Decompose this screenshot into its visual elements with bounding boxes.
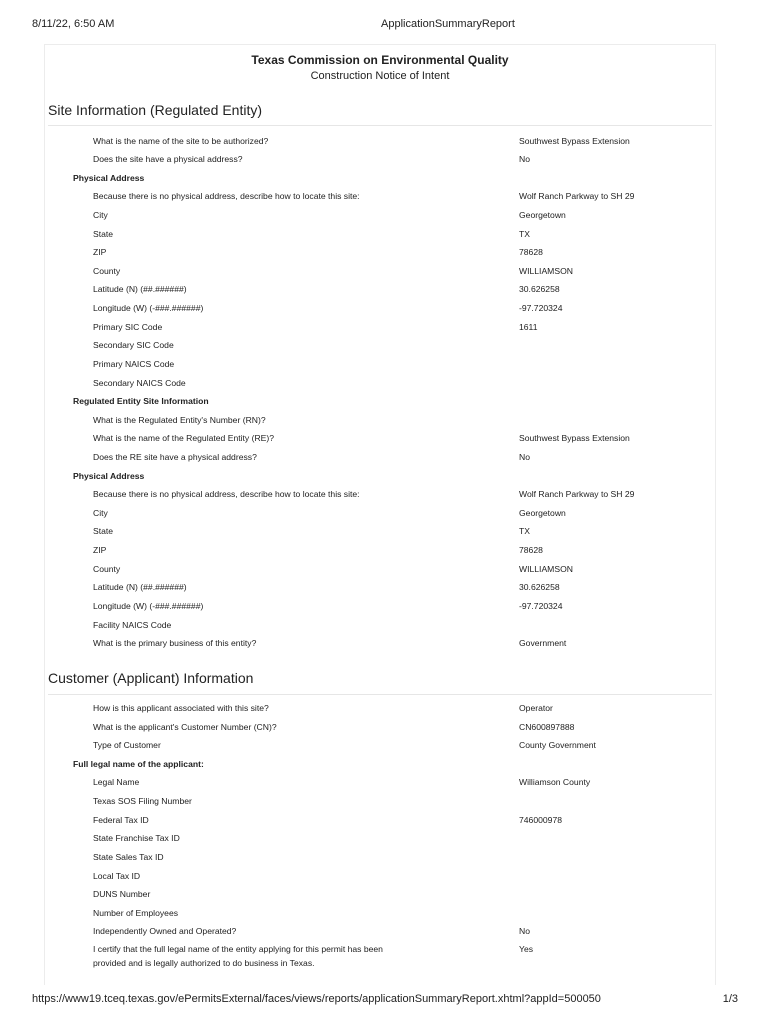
- table-row: [0, 796, 770, 812]
- question-label: Longitude (W) (-###.######): [93, 601, 204, 611]
- question-label: Secondary SIC Code: [93, 340, 174, 350]
- question-label: Secondary NAICS Code: [93, 378, 186, 388]
- table-row: [0, 415, 770, 431]
- question-label: Primary NAICS Code: [93, 359, 175, 369]
- answer-value: County Government: [519, 740, 596, 750]
- table-row: [0, 284, 770, 300]
- question-label: Facility NAICS Code: [93, 620, 172, 630]
- table-row: [0, 508, 770, 524]
- question-label: County: [93, 564, 121, 574]
- table-row: [0, 303, 770, 319]
- question-label: What is the Regulated Entity's Number (RN)?: [93, 415, 266, 425]
- answer-value: -97.720324: [519, 601, 563, 611]
- table-row: [0, 601, 770, 617]
- table-row: [0, 489, 770, 505]
- answer-value: 30.626258: [519, 284, 560, 294]
- answer-value: TX: [519, 229, 530, 239]
- answer-value: 746000978: [519, 815, 563, 825]
- question-label: Number of Employees: [93, 908, 179, 918]
- table-row: [0, 452, 770, 468]
- agency-title: Texas Commission on Environmental Quality: [251, 53, 509, 67]
- question-label: What is the primary business of this entity?: [93, 638, 257, 648]
- answer-value: Yes: [519, 944, 534, 954]
- table-row: [0, 722, 770, 738]
- table-row: [0, 210, 770, 226]
- table-row: [0, 908, 770, 924]
- question-label: Because there is no physical address, describe how to locate this site:: [93, 489, 360, 499]
- question-label: What is the applicant's Customer Number (CN)?: [93, 722, 277, 732]
- question-label: Longitude (W) (-###.######): [93, 303, 204, 313]
- table-row: [0, 926, 770, 942]
- question-label: What is the name of the site to be authorized?: [93, 136, 269, 146]
- question-label: City: [93, 210, 108, 220]
- subsection-label: Regulated Entity Site Information: [73, 396, 209, 406]
- table-row: [0, 378, 770, 394]
- answer-value: Williamson County: [519, 777, 591, 787]
- table-row: [0, 359, 770, 375]
- section-title-site: Site Information (Regulated Entity): [48, 102, 262, 118]
- question-label: State Franchise Tax ID: [93, 833, 180, 843]
- table-row: [0, 620, 770, 636]
- answer-value: Georgetown: [519, 508, 566, 518]
- answer-value: No: [519, 926, 530, 936]
- table-row: [0, 526, 770, 542]
- table-row: [0, 777, 770, 793]
- table-row: [0, 833, 770, 849]
- answer-value: 78628: [519, 545, 543, 555]
- question-label: Type of Customer: [93, 740, 161, 750]
- answer-value: Southwest Bypass Extension: [519, 433, 630, 443]
- page-number: 1/3: [722, 993, 738, 1005]
- question-line: I certify that the full legal name of the entity applying for this permit has been: [93, 944, 383, 954]
- answer-value: Wolf Ranch Parkway to SH 29: [519, 489, 635, 499]
- question-label: [93, 942, 383, 970]
- question-label: State: [93, 526, 114, 536]
- answer-value: Wolf Ranch Parkway to SH 29: [519, 191, 635, 201]
- answer-value: WILLIAMSON: [519, 564, 573, 574]
- section-divider: [48, 125, 712, 126]
- answer-value: No: [519, 154, 530, 164]
- question-label: City: [93, 508, 108, 518]
- subsection-label: Physical Address: [73, 471, 145, 481]
- table-row: [0, 229, 770, 245]
- table-row: [0, 266, 770, 282]
- table-row: [0, 247, 770, 263]
- table-row: [0, 582, 770, 598]
- answer-value: Southwest Bypass Extension: [519, 136, 630, 146]
- answer-value: 1611: [519, 322, 538, 332]
- question-label: What is the name of the Regulated Entity (RE)?: [93, 433, 275, 443]
- question-label: Because there is no physical address, describe how to locate this site:: [93, 191, 360, 201]
- section-title-customer: Customer (Applicant) Information: [48, 670, 254, 686]
- table-row: [0, 154, 770, 170]
- question-label: Legal Name: [93, 777, 140, 787]
- question-label: State: [93, 229, 114, 239]
- question-label: County: [93, 266, 121, 276]
- question-label: Latitude (N) (##.######): [93, 582, 187, 592]
- answer-value: TX: [519, 526, 530, 536]
- table-row: [0, 871, 770, 887]
- question-label: ZIP: [93, 247, 107, 257]
- table-row: [0, 433, 770, 449]
- section-divider: [48, 694, 712, 695]
- table-row: [0, 322, 770, 338]
- answer-value: 78628: [519, 247, 543, 257]
- answer-value: Government: [519, 638, 567, 648]
- table-row: [0, 889, 770, 905]
- question-label: How is this applicant associated with this site?: [93, 703, 269, 713]
- table-row: [0, 340, 770, 356]
- subsection-label: Full legal name of the applicant:: [73, 759, 204, 769]
- question-label: Does the RE site have a physical address?: [93, 452, 257, 462]
- question-label: Texas SOS Filing Number: [93, 796, 192, 806]
- question-label: ZIP: [93, 545, 107, 555]
- question-label: Does the site have a physical address?: [93, 154, 243, 164]
- table-row: [0, 740, 770, 756]
- answer-value: No: [519, 452, 530, 462]
- table-row: [0, 815, 770, 831]
- print-datetime: 8/11/22, 6:50 AM: [32, 18, 115, 30]
- table-row: [0, 638, 770, 654]
- answer-value: -97.720324: [519, 303, 563, 313]
- question-label: Federal Tax ID: [93, 815, 149, 825]
- question-label: Primary SIC Code: [93, 322, 163, 332]
- table-row: [0, 191, 770, 207]
- answer-value: 30.626258: [519, 582, 560, 592]
- answer-value: CN600897888: [519, 722, 575, 732]
- table-row: [0, 703, 770, 719]
- table-row: [0, 852, 770, 868]
- table-row: [0, 564, 770, 580]
- table-row: [0, 545, 770, 561]
- question-label: DUNS Number: [93, 889, 151, 899]
- question-label: Latitude (N) (##.######): [93, 284, 187, 294]
- question-label: State Sales Tax ID: [93, 852, 164, 862]
- question-line: provided and is legally authorized to do business in Texas.: [93, 958, 315, 968]
- page-url: https://www19.tceq.texas.gov/ePermitsExternal/faces/views/reports/applicationSummaryReport.xhtml?appId=500050: [32, 993, 601, 1005]
- print-page-title: ApplicationSummaryReport: [381, 18, 515, 30]
- table-row: [0, 136, 770, 152]
- table-row: [0, 942, 770, 974]
- answer-value: Operator: [519, 703, 553, 713]
- answer-value: Georgetown: [519, 210, 566, 220]
- form-subtitle: Construction Notice of Intent: [310, 70, 450, 82]
- answer-value: WILLIAMSON: [519, 266, 573, 276]
- subsection-label: Physical Address: [73, 173, 145, 183]
- question-label: Local Tax ID: [93, 871, 141, 881]
- question-label: Independently Owned and Operated?: [93, 926, 237, 936]
